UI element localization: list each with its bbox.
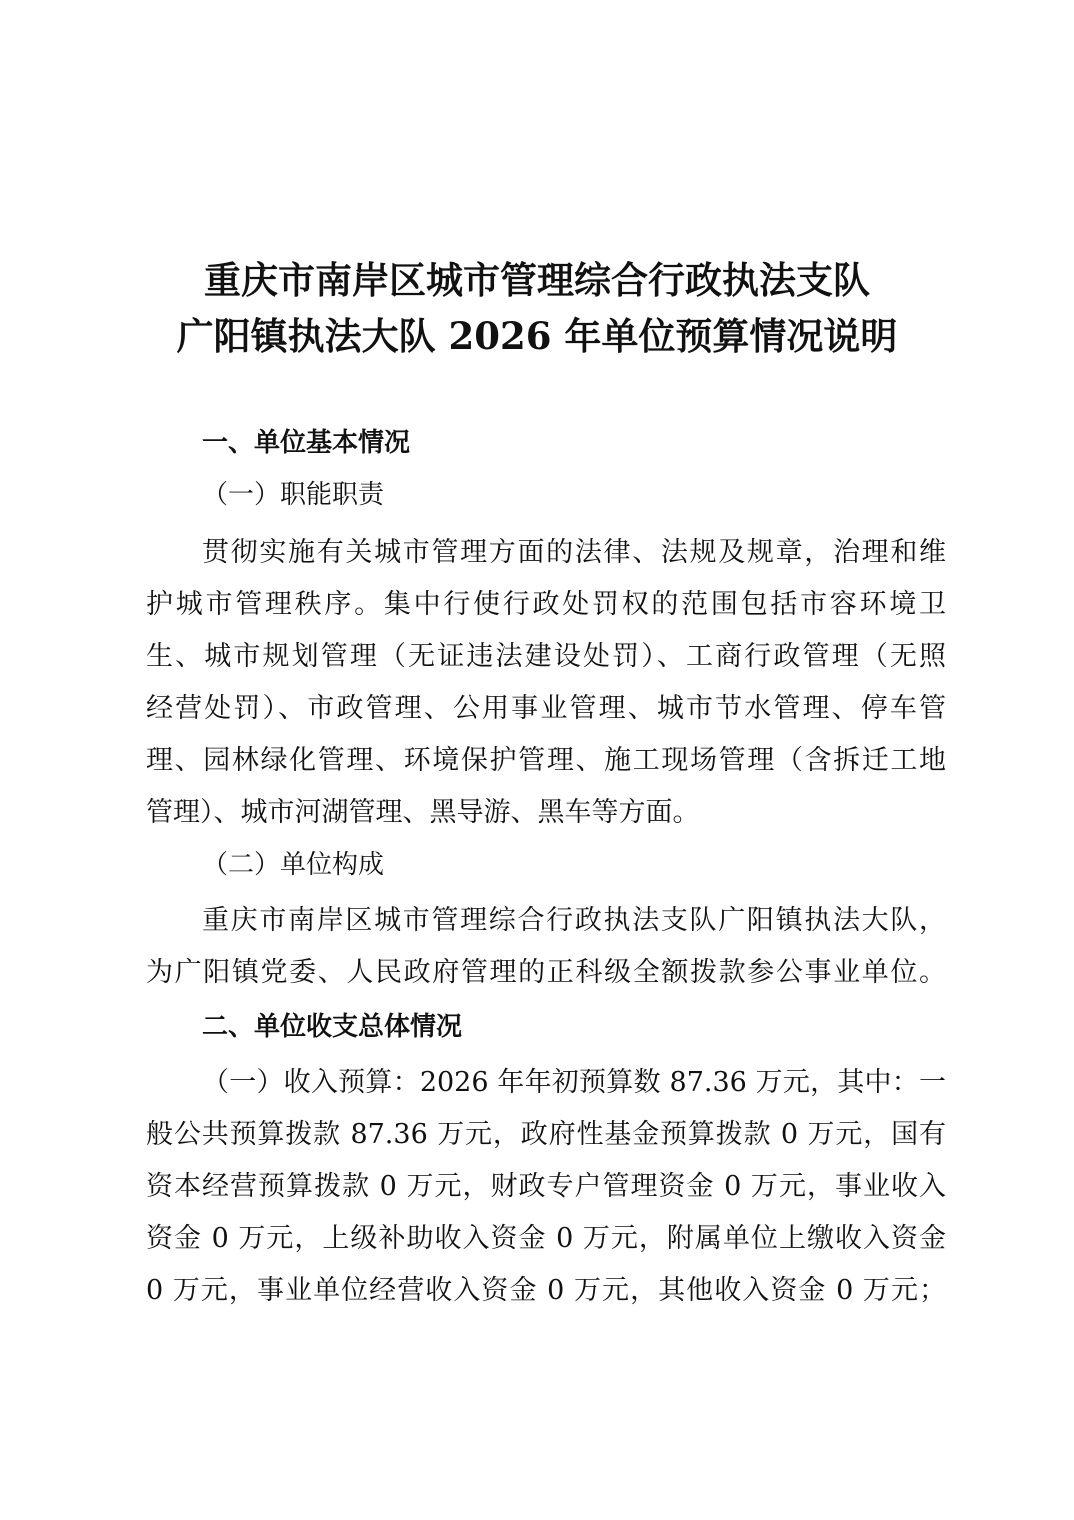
paragraph-line: 重庆市南岸区城市管理综合行政执法支队广阳镇执法大队，: [202, 905, 946, 936]
paragraph-line: 资本经营预算拨款 0 万元，财政专户管理资金 0 万元，事业收入: [146, 1171, 946, 1202]
paragraph-line: 理、园林绿化管理、环境保护管理、施工现场管理（含拆迁工地: [146, 745, 946, 776]
paragraph-line: 管理）、城市河湖管理、黑导游、黑车等方面。: [146, 797, 700, 828]
paragraph-line: 经营处罚）、市政管理、公用事业管理、城市节水管理、停车管: [146, 693, 946, 724]
paragraph-line: 资金 0 万元，上级补助收入资金 0 万元，附属单位上缴收入资金: [146, 1223, 946, 1254]
paragraph-line: （一）收入预算：2026 年年初预算数 87.36 万元，其中：一: [202, 1067, 946, 1098]
paragraph-line: 0 万元，事业单位经营收入资金 0 万元，其他收入资金 0 万元；: [146, 1275, 946, 1306]
paragraph-line: 护城市管理秩序。集中行使行政处罚权的范围包括市容环境卫: [146, 589, 946, 620]
section-2-heading: 二、单位收支总体情况: [202, 1012, 463, 1042]
document-title-line-2: 广阳镇执法大队 2026 年单位预算情况说明: [176, 314, 898, 358]
paragraph-line: 生、城市规划管理（无证违法建设处罚）、工商行政管理（无照: [146, 641, 946, 672]
paragraph-line: 为广阳镇党委、人民政府管理的正科级全额拨款参公事业单位。: [146, 957, 946, 988]
subsection-1-1-heading: （一）职能职责: [202, 480, 385, 510]
subsection-1-2-heading: （二）单位构成: [202, 850, 385, 880]
paragraph-line: 般公共预算拨款 87.36 万元，政府性基金预算拨款 0 万元，国有: [146, 1119, 946, 1150]
document-title-line-1: 重庆市南岸区城市管理综合行政执法支队: [204, 258, 870, 302]
paragraph-line: 贯彻实施有关城市管理方面的法律、法规及规章，治理和维: [202, 537, 946, 568]
section-1-heading: 一、单位基本情况: [202, 428, 411, 458]
